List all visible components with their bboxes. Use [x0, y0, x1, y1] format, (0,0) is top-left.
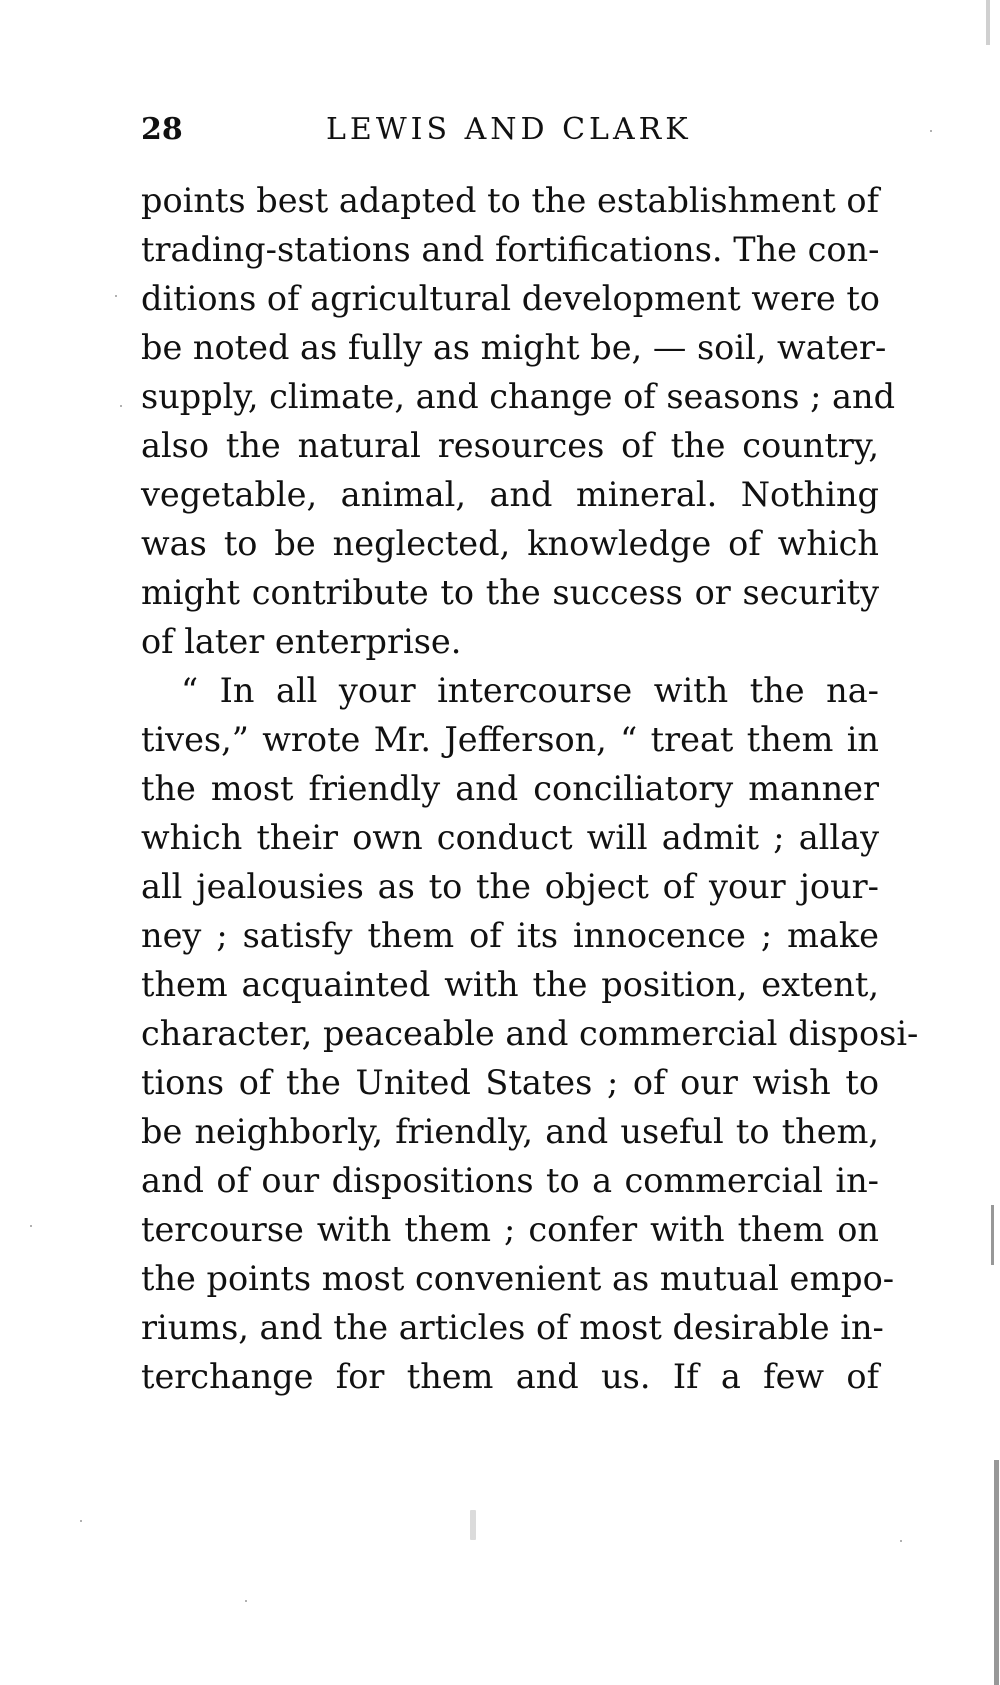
scan-speck	[115, 295, 117, 297]
paragraph	[141, 666, 919, 1401]
scan-edge-artifact	[991, 1205, 994, 1265]
text-line: ney ; satisfy them of its innocence ; make	[141, 916, 879, 955]
text-line: also the natural resources of the country,	[141, 426, 879, 465]
scan-speck	[120, 405, 122, 407]
body-text	[141, 176, 919, 1401]
text-line: “ In all your intercourse with the na-	[181, 671, 879, 710]
text-line: riums, and the articles of most desirable in-	[141, 1308, 884, 1347]
text-line: which their own conduct will admit ; allay	[141, 818, 879, 857]
scan-speck	[470, 1510, 476, 1540]
page-number: 28	[141, 112, 183, 147]
text-line: them acquainted with the position, extent,	[141, 965, 879, 1004]
text-line: terchange for them and us. If a few of	[141, 1357, 879, 1396]
text-line: points best adapted to the establishment of	[141, 181, 879, 220]
scan-speck	[30, 1225, 32, 1227]
running-title: LEWIS AND CLARK	[326, 112, 692, 147]
text-line: all jealousies as to the object of your jour-	[141, 867, 879, 906]
page-header	[141, 112, 881, 156]
text-line: vegetable, animal, and mineral. Nothing	[141, 475, 879, 514]
text-line: tions of the United States ; of our wish to	[141, 1063, 879, 1102]
scan-speck	[930, 130, 932, 132]
scan-speck	[900, 1540, 902, 1542]
text-line: supply, climate, and change of seasons ; and	[141, 377, 896, 416]
text-line: of later enterprise.	[141, 622, 462, 661]
scan-speck	[80, 1520, 82, 1522]
scan-speck	[245, 1600, 247, 1602]
text-line: was to be neglected, knowledge of which	[141, 524, 879, 563]
text-line: and of our dispositions to a commercial in-	[141, 1161, 879, 1200]
text-line: character, peaceable and commercial disposi-	[141, 1014, 919, 1053]
scan-edge-artifact	[986, 0, 990, 45]
text-line: might contribute to the success or security	[141, 573, 879, 612]
paragraph	[141, 176, 896, 666]
text-line: tercourse with them ; confer with them on	[141, 1210, 879, 1249]
text-line: be noted as fully as might be, — soil, water-	[141, 328, 887, 367]
text-line: be neighborly, friendly, and useful to them,	[141, 1112, 879, 1151]
scan-edge-artifact	[994, 1460, 999, 1685]
text-line: the most friendly and conciliatory manner	[141, 769, 879, 808]
text-line: trading-stations and fortifications. The con-	[141, 230, 880, 269]
text-line: tives,” wrote Mr. Jefferson, “ treat them in	[141, 720, 879, 759]
text-line: the points most convenient as mutual empo-	[141, 1259, 895, 1298]
text-line: ditions of agricultural development were to	[141, 279, 880, 318]
